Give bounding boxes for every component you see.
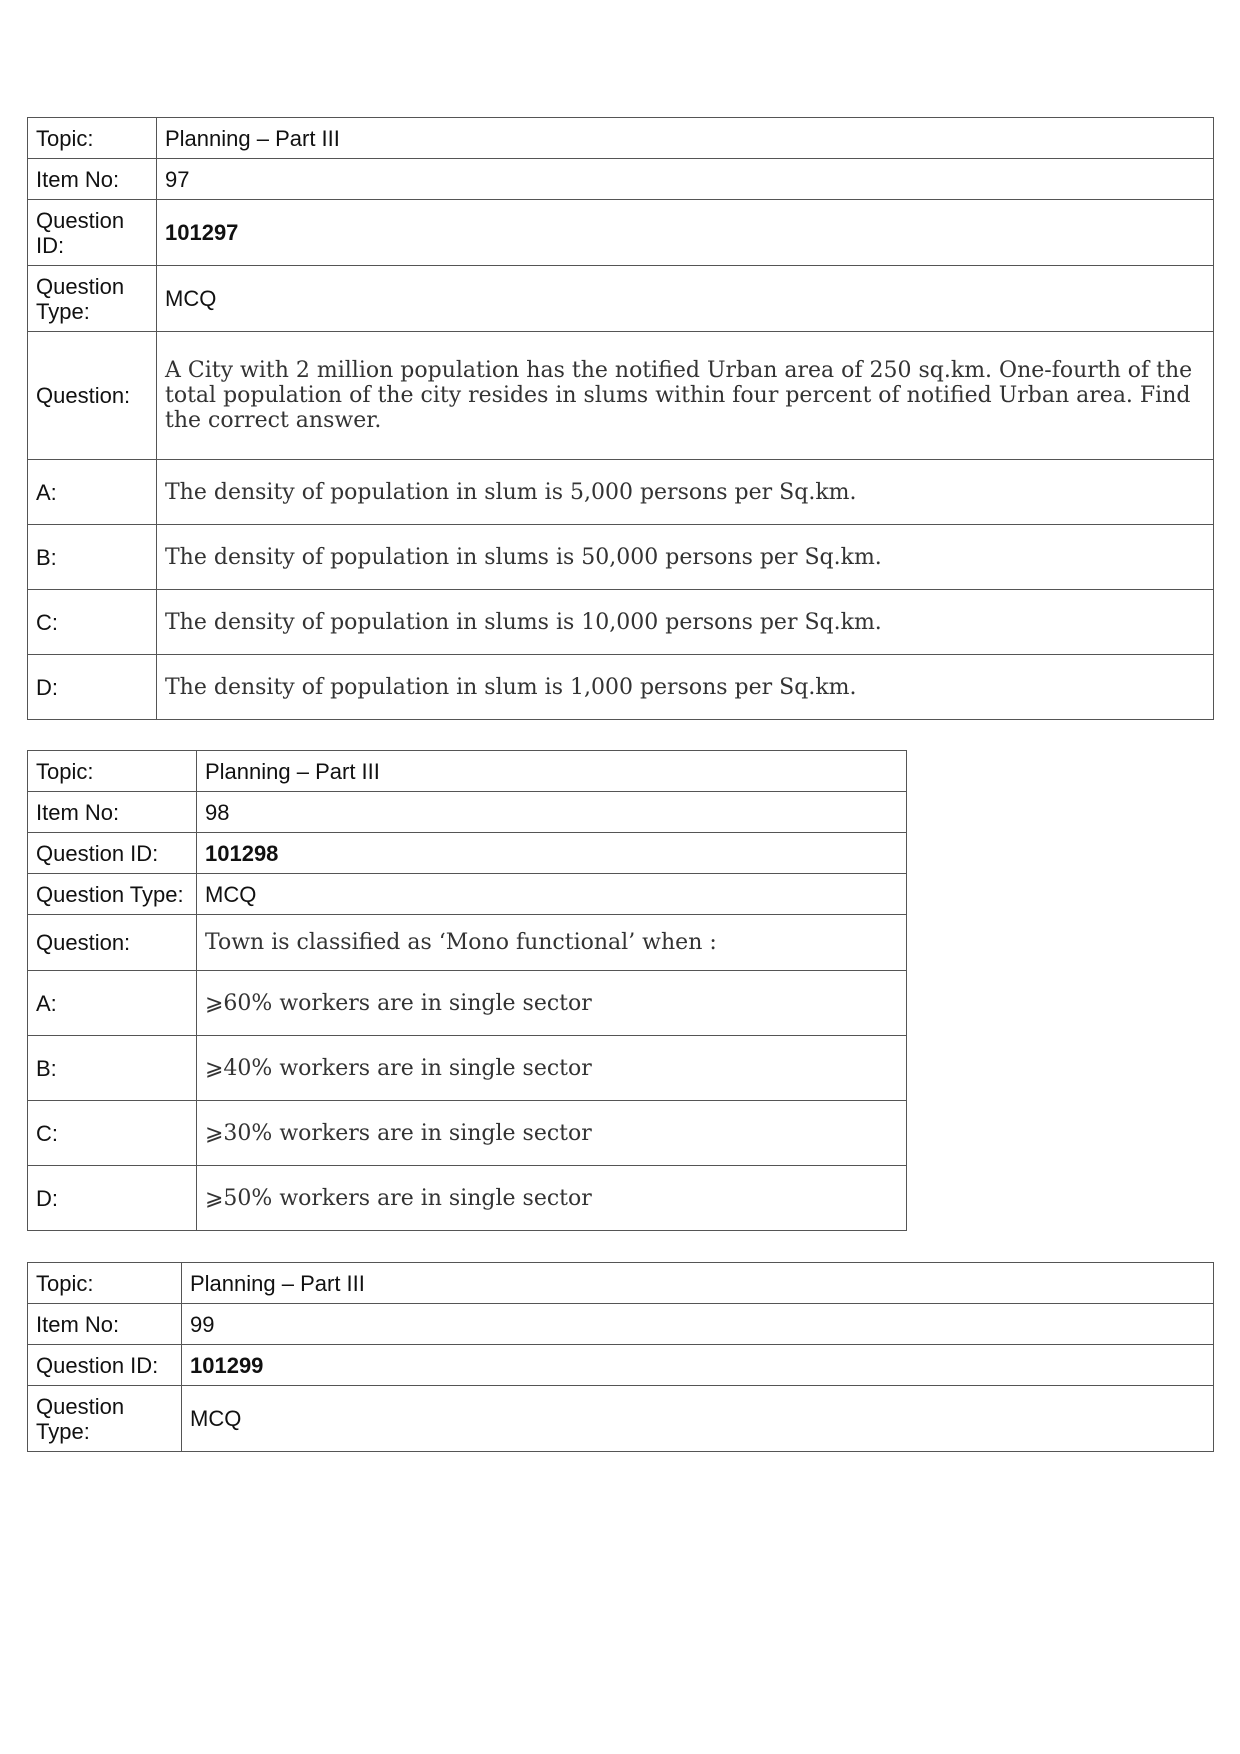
item-no-value: 99 bbox=[182, 1304, 1214, 1345]
option-c-label: C: bbox=[28, 590, 157, 655]
item-no-label: Item No: bbox=[28, 792, 197, 833]
item-no-label: Item No: bbox=[28, 159, 157, 200]
question-label: Question: bbox=[28, 915, 197, 971]
question-table-98 bbox=[27, 750, 907, 1231]
option-a-text: The density of population in slum is 5,000 persons per Sq.km. bbox=[157, 460, 1214, 525]
question-id-label: Question ID: bbox=[28, 200, 157, 266]
option-a-text: ⩾60% workers are in single sector bbox=[197, 971, 907, 1036]
topic-value: Planning – Part III bbox=[157, 118, 1214, 159]
question-id-label: Question ID: bbox=[28, 1345, 182, 1386]
question-type-label: Question Type: bbox=[28, 1386, 182, 1452]
option-b-text: The density of population in slums is 50,000 persons per Sq.km. bbox=[157, 525, 1214, 590]
question-type-value: MCQ bbox=[157, 266, 1214, 332]
question-type-label: Question Type: bbox=[28, 266, 157, 332]
question-text: A City with 2 million population has the notified Urban area of 250 sq.km. One-fourth of the total population of the city resides in slums within four percent of notified Urban area. Find the correct answer. bbox=[157, 332, 1214, 460]
option-a-label: A: bbox=[28, 460, 157, 525]
option-d-text: The density of population in slum is 1,000 persons per Sq.km. bbox=[157, 655, 1214, 720]
question-type-value: MCQ bbox=[197, 874, 907, 915]
option-d-label: D: bbox=[28, 1166, 197, 1231]
option-d-text: ⩾50% workers are in single sector bbox=[197, 1166, 907, 1231]
question-id-value: 101297 bbox=[157, 200, 1214, 266]
question-type-value: MCQ bbox=[182, 1386, 1214, 1452]
item-no-value: 98 bbox=[197, 792, 907, 833]
option-a-label: A: bbox=[28, 971, 197, 1036]
topic-label: Topic: bbox=[28, 118, 157, 159]
topic-value: Planning – Part III bbox=[197, 751, 907, 792]
item-no-value: 97 bbox=[157, 159, 1214, 200]
question-text: Town is classified as ‘Mono functional’ when : bbox=[197, 915, 907, 971]
topic-label: Topic: bbox=[28, 1263, 182, 1304]
option-c-text: The density of population in slums is 10,000 persons per Sq.km. bbox=[157, 590, 1214, 655]
option-b-label: B: bbox=[28, 525, 157, 590]
topic-value: Planning – Part III bbox=[182, 1263, 1214, 1304]
question-type-label: Question Type: bbox=[28, 874, 197, 915]
question-table-97 bbox=[27, 117, 1214, 720]
option-d-label: D: bbox=[28, 655, 157, 720]
item-no-label: Item No: bbox=[28, 1304, 182, 1345]
option-c-label: C: bbox=[28, 1101, 197, 1166]
question-id-value: 101298 bbox=[197, 833, 907, 874]
question-id-label: Question ID: bbox=[28, 833, 197, 874]
option-b-text: ⩾40% workers are in single sector bbox=[197, 1036, 907, 1101]
option-b-label: B: bbox=[28, 1036, 197, 1101]
option-c-text: ⩾30% workers are in single sector bbox=[197, 1101, 907, 1166]
question-table-99 bbox=[27, 1262, 1214, 1452]
topic-label: Topic: bbox=[28, 751, 197, 792]
question-label: Question: bbox=[28, 332, 157, 460]
question-id-value: 101299 bbox=[182, 1345, 1214, 1386]
